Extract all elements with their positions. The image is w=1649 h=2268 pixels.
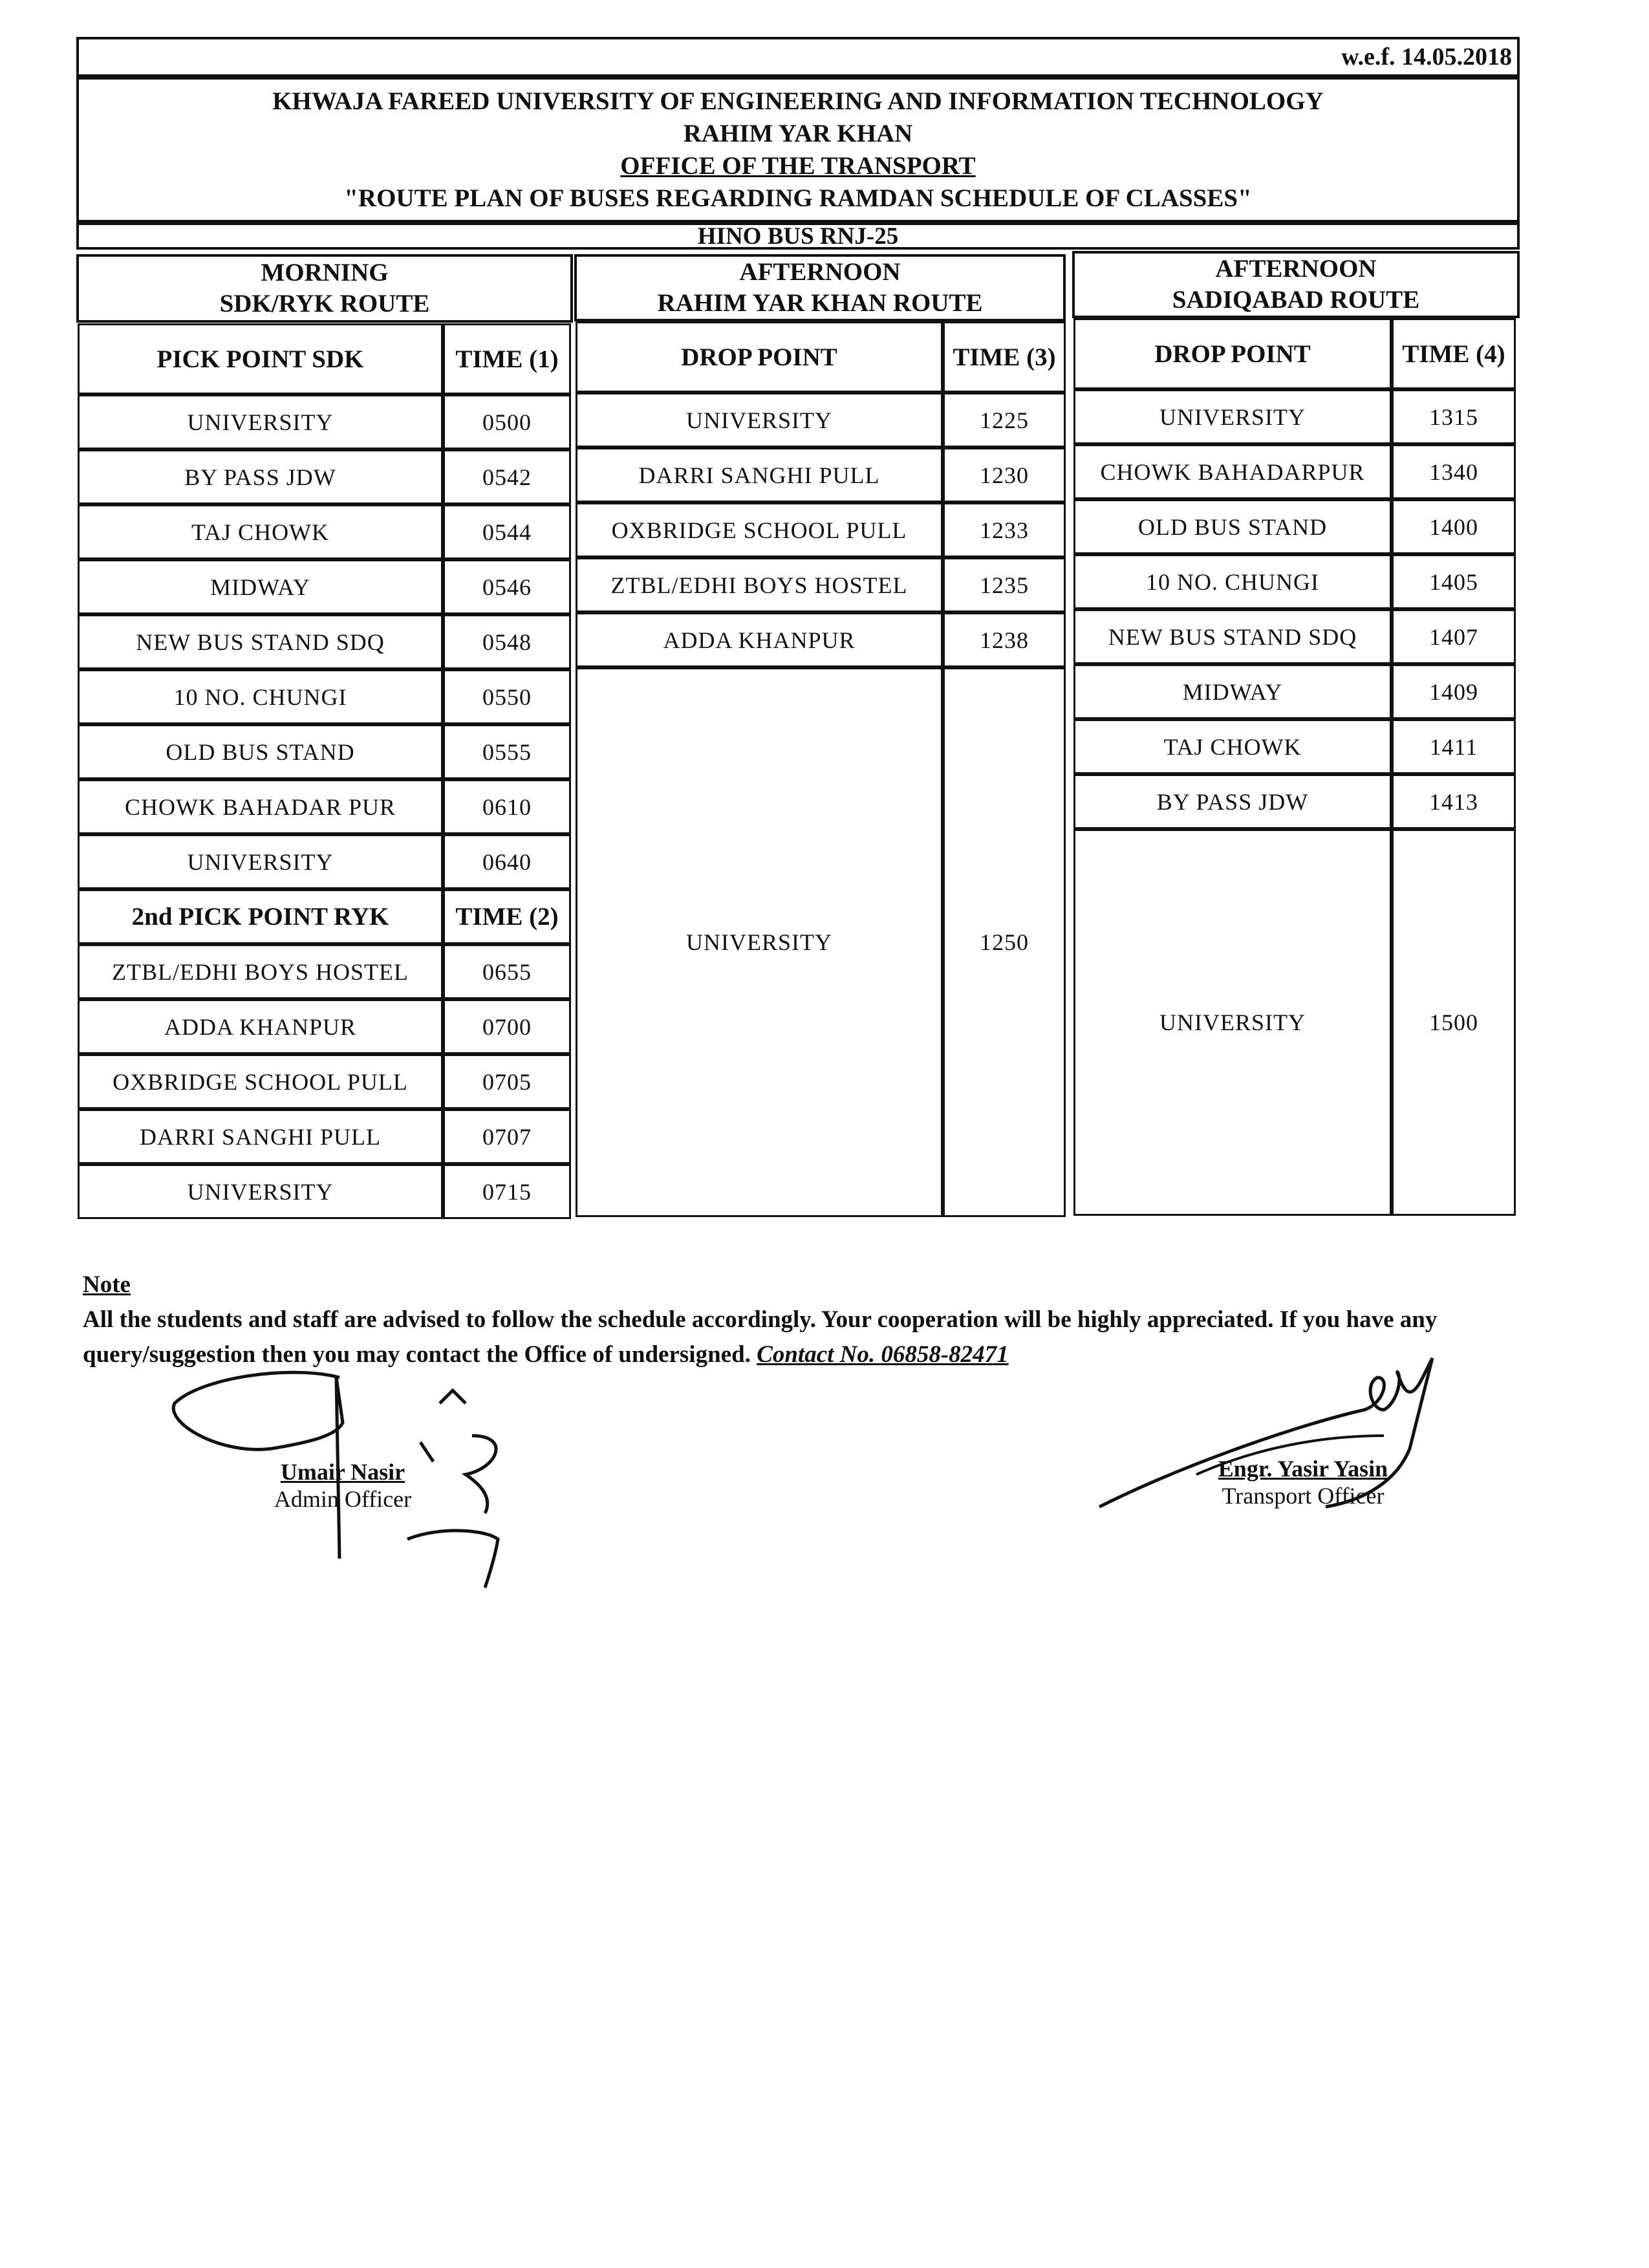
morning-pick-time: 0544 [443, 504, 571, 559]
morning-pick-point: CHOWK BAHADAR PUR [78, 779, 443, 834]
morning-pick-point: BY PASS JDW [78, 449, 443, 504]
morning-pick-point-ryk: ZTBL/EDHI BOYS HOSTEL [78, 944, 443, 999]
ryk-col-point-header: DROP POINT [576, 321, 943, 393]
ryk-route: RAHIM YAR KHAN ROUTE [657, 289, 983, 317]
morning-pick-time: 0546 [443, 559, 571, 614]
sdq-drop-time: 1413 [1392, 774, 1516, 829]
ryk-drop-point: ADDA KHANPUR [576, 612, 943, 667]
ryk-drop-time: 1230 [943, 448, 1066, 502]
morning-pick-point: NEW BUS STAND SDQ [78, 614, 443, 669]
morning-heading: MORNING [261, 259, 389, 286]
left-signatory [259, 1458, 427, 1513]
right-signatory-name: Engr. Yasir Yasin [1218, 1456, 1388, 1482]
ryk-drop-point: UNIVERSITY [576, 393, 943, 448]
sdq-final-drop-time: 1500 [1392, 829, 1516, 1216]
ryk-drop-point: ZTBL/EDHI BOYS HOSTEL [576, 557, 943, 612]
sdq-drop-time: 1411 [1392, 719, 1516, 774]
note-title: Note [83, 1271, 131, 1298]
sdq-drop-time: 1407 [1392, 609, 1516, 664]
sdq-col-point-header: DROP POINT [1073, 318, 1392, 389]
morning-pick-point-ryk: OXBRIDGE SCHOOL PULL [78, 1054, 443, 1109]
morning-pick-time: 0555 [443, 724, 571, 779]
university-name: KHWAJA FAREED UNIVERSITY OF ENGINEERING AND INFORMATION TECHNOLOGY [272, 87, 1324, 115]
contact-number: Contact No. 06858-82471 [757, 1341, 1009, 1368]
sdq-drop-point: 10 NO. CHUNGI [1073, 554, 1392, 609]
sdq-drop-point: UNIVERSITY [1073, 389, 1392, 444]
morning-col-point-header: PICK POINT SDK [78, 323, 443, 394]
morning-pick-point: OLD BUS STAND [78, 724, 443, 779]
city-name: RAHIM YAR KHAN [683, 119, 913, 147]
ryk-drop-time: 1238 [943, 612, 1066, 667]
morning-pick-time: 0610 [443, 779, 571, 834]
morning-col-time-header: TIME (1) [443, 323, 571, 394]
left-signatory-role: Admin Officer [274, 1486, 412, 1512]
right-signatory-role: Transport Officer [1222, 1483, 1385, 1509]
sdq-drop-time: 1315 [1392, 389, 1516, 444]
bus-name [76, 222, 1520, 250]
morning-pick-time: 0500 [443, 394, 571, 449]
morning-pick-time: 0640 [443, 834, 571, 889]
ryk-drop-time: 1225 [943, 393, 1066, 448]
morning-pick-time: 0548 [443, 614, 571, 669]
morning-route: SDK/RYK ROUTE [219, 290, 430, 318]
morning-pick-point: 10 NO. CHUNGI [78, 669, 443, 724]
note-text: All the students and staff are advised to follow the schedule accordingly. Your cooperation will be highly appreciated. If you have any query/suggestion then you may contact the Office of undersigned. [83, 1306, 1438, 1368]
sdq-drop-point: BY PASS JDW [1073, 774, 1392, 829]
morning-pick-point-ryk: UNIVERSITY [78, 1164, 443, 1219]
morning-pick-time-ryk: 0655 [443, 944, 571, 999]
bus-name-text: HINO BUS RNJ-25 [697, 222, 899, 250]
sdq-drop-point: OLD BUS STAND [1073, 499, 1392, 554]
ryk-final-drop-point: UNIVERSITY [576, 667, 943, 1217]
morning-pick-time: 0542 [443, 449, 571, 504]
ryk-col-time-header: TIME (3) [943, 321, 1066, 393]
sdq-drop-point: NEW BUS STAND SDQ [1073, 609, 1392, 664]
morning-pick-time: 0550 [443, 669, 571, 724]
document-heading: "ROUTE PLAN OF BUSES REGARDING RAMDAN SCHEDULE OF CLASSES" [344, 184, 1252, 212]
right-signatory [1200, 1455, 1406, 1509]
ryk-heading: AFTERNOON [739, 258, 901, 286]
morning-pick-time-ryk: 0715 [443, 1164, 571, 1219]
sdq-section-header [1072, 251, 1520, 318]
left-signatory-name: Umair Nasir [280, 1459, 405, 1485]
morning-pick-point: UNIVERSITY [78, 834, 443, 889]
ryk-drop-point: OXBRIDGE SCHOOL PULL [576, 502, 943, 557]
ryk-drop-time: 1233 [943, 502, 1066, 557]
morning-pick-point-ryk: DARRI SANGHI PULL [78, 1109, 443, 1164]
morning-pick-time-ryk: 0707 [443, 1109, 571, 1164]
ryk-drop-point: DARRI SANGHI PULL [576, 448, 943, 502]
morning-section-header [76, 254, 573, 323]
effective-date-text: w.e.f. 14.05.2018 [1341, 43, 1512, 70]
morning-pick-point: TAJ CHOWK [78, 504, 443, 559]
morning-pick-point: UNIVERSITY [78, 394, 443, 449]
sdq-col-time-header: TIME (4) [1392, 318, 1516, 389]
morning-pick-time-ryk: 0705 [443, 1054, 571, 1109]
effective-date [76, 37, 1520, 77]
morning-pick-point: MIDWAY [78, 559, 443, 614]
sdq-heading: AFTERNOON [1215, 255, 1377, 283]
ryk-drop-time: 1235 [943, 557, 1066, 612]
sdq-drop-point: CHOWK BAHADARPUR [1073, 444, 1392, 499]
ryk-section-header [574, 254, 1066, 321]
sdq-final-drop-point: UNIVERSITY [1073, 829, 1392, 1216]
sdq-drop-time: 1340 [1392, 444, 1516, 499]
ryk-final-drop-time: 1250 [943, 667, 1066, 1217]
sdq-drop-time: 1400 [1392, 499, 1516, 554]
morning-pick-point-ryk: ADDA KHANPUR [78, 999, 443, 1054]
morning-pick-time-ryk: 0700 [443, 999, 571, 1054]
sdq-drop-time: 1405 [1392, 554, 1516, 609]
sdq-drop-point: MIDWAY [1073, 664, 1392, 719]
morning-col2-time-header: TIME (2) [443, 889, 571, 944]
sdq-drop-point: TAJ CHOWK [1073, 719, 1392, 774]
morning-col2-point-header: 2nd PICK POINT RYK [78, 889, 443, 944]
office-name: OFFICE OF THE TRANSPORT [620, 151, 976, 180]
sdq-route: SADIQABAD ROUTE [1172, 286, 1420, 314]
document-title-block [76, 77, 1520, 222]
sdq-drop-time: 1409 [1392, 664, 1516, 719]
